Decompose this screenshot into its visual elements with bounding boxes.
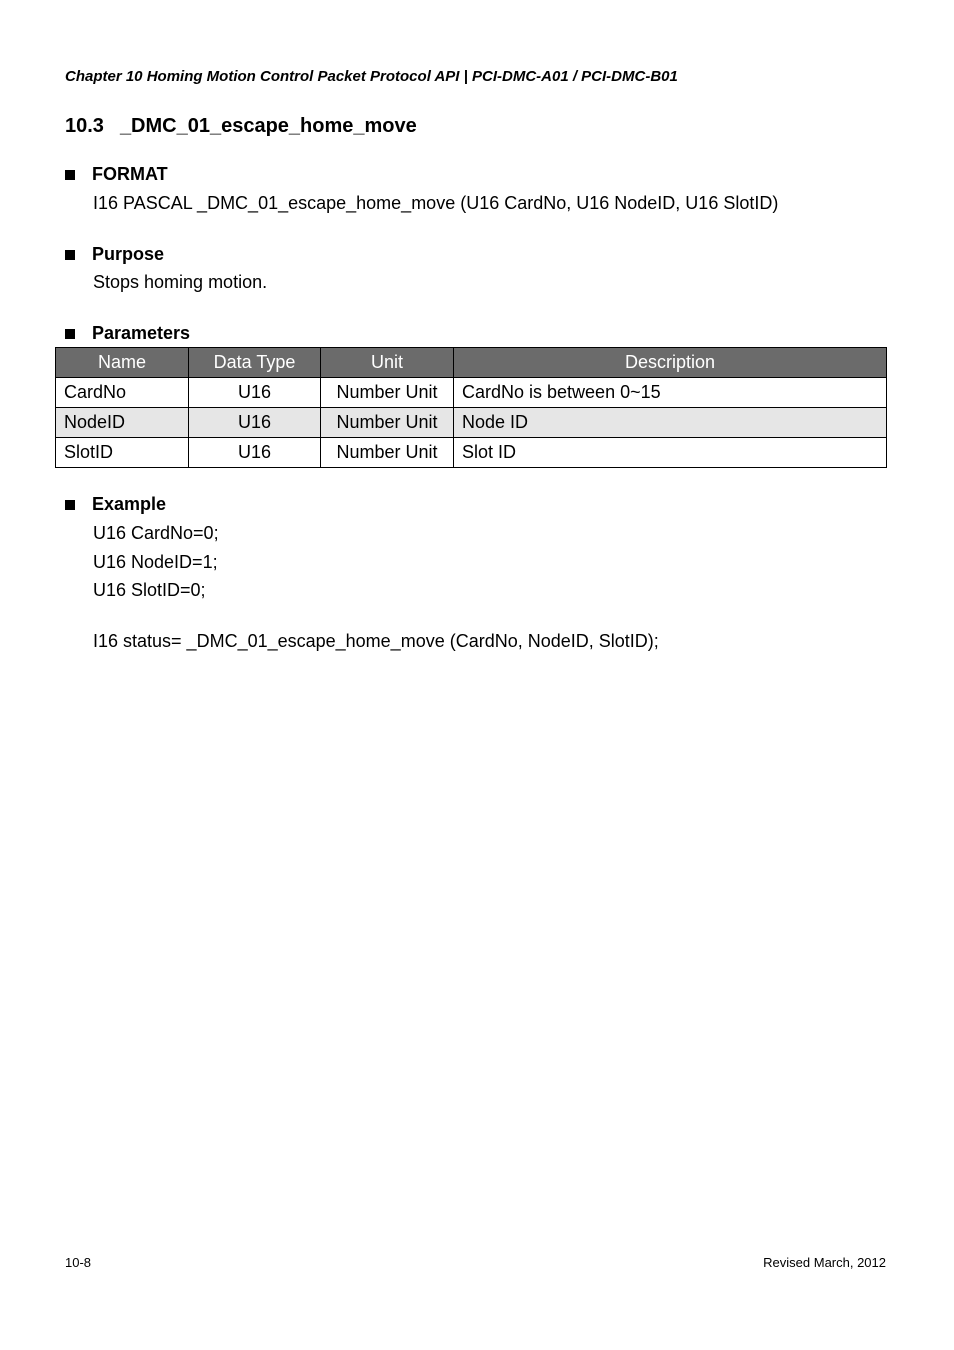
table-row (56, 408, 887, 438)
param-unit: Number Unit (321, 378, 454, 408)
page-number: 10-8 (65, 1255, 92, 1270)
parameters-heading (65, 323, 190, 344)
param-name: NodeID (56, 408, 189, 438)
example-heading (65, 494, 166, 515)
param-data-type: U16 (189, 408, 321, 438)
column-header-name: Name (56, 348, 189, 378)
purpose-heading-label: Purpose (92, 244, 165, 264)
param-description: CardNo is between 0~15 (454, 378, 887, 408)
section-title (65, 115, 417, 138)
format-heading (65, 164, 168, 185)
parameters-table (55, 347, 887, 468)
example-call: I16 status= _DMC_01_escape_home_move (CardNo, NodeID, SlotID); (93, 631, 659, 651)
param-unit: Number Unit (321, 438, 454, 468)
format-text: I16 PASCAL _DMC_01_escape_home_move (U16 CardNo, U16 NodeID, U16 SlotID) (93, 193, 779, 213)
param-data-type: U16 (189, 438, 321, 468)
example-heading-label: Example (92, 494, 167, 514)
example-line: U16 CardNo=0; (93, 523, 219, 543)
square-bullet-icon (65, 250, 75, 260)
chapter-header: Chapter 10 Homing Motion Control Packet Protocol API | PCI-DMC-A01 / PCI-DMC-B01 (65, 68, 678, 85)
param-name: CardNo (56, 378, 189, 408)
param-data-type: U16 (189, 378, 321, 408)
section-number: 10.3 (65, 115, 104, 137)
purpose-heading (65, 244, 164, 265)
table-row (56, 378, 887, 408)
column-header-description: Description (454, 348, 887, 378)
example-line: U16 NodeID=1; (93, 552, 218, 572)
purpose-text: Stops homing motion. (93, 272, 268, 292)
section-name: _DMC_01_escape_home_move (119, 115, 417, 137)
square-bullet-icon (65, 329, 75, 339)
param-description: Slot ID (454, 438, 887, 468)
column-header-data-type: Data Type (189, 348, 321, 378)
param-description: Node ID (454, 408, 887, 438)
param-unit: Number Unit (321, 408, 454, 438)
param-name: SlotID (56, 438, 189, 468)
column-header-unit: Unit (321, 348, 454, 378)
example-line: U16 SlotID=0; (93, 580, 206, 600)
square-bullet-icon (65, 170, 75, 180)
format-heading-label: FORMAT (92, 164, 168, 184)
table-row (56, 438, 887, 468)
revision-date: Revised March, 2012 (763, 1255, 886, 1270)
square-bullet-icon (65, 500, 75, 510)
parameters-heading-label: Parameters (92, 323, 191, 343)
table-header-row (56, 348, 887, 378)
